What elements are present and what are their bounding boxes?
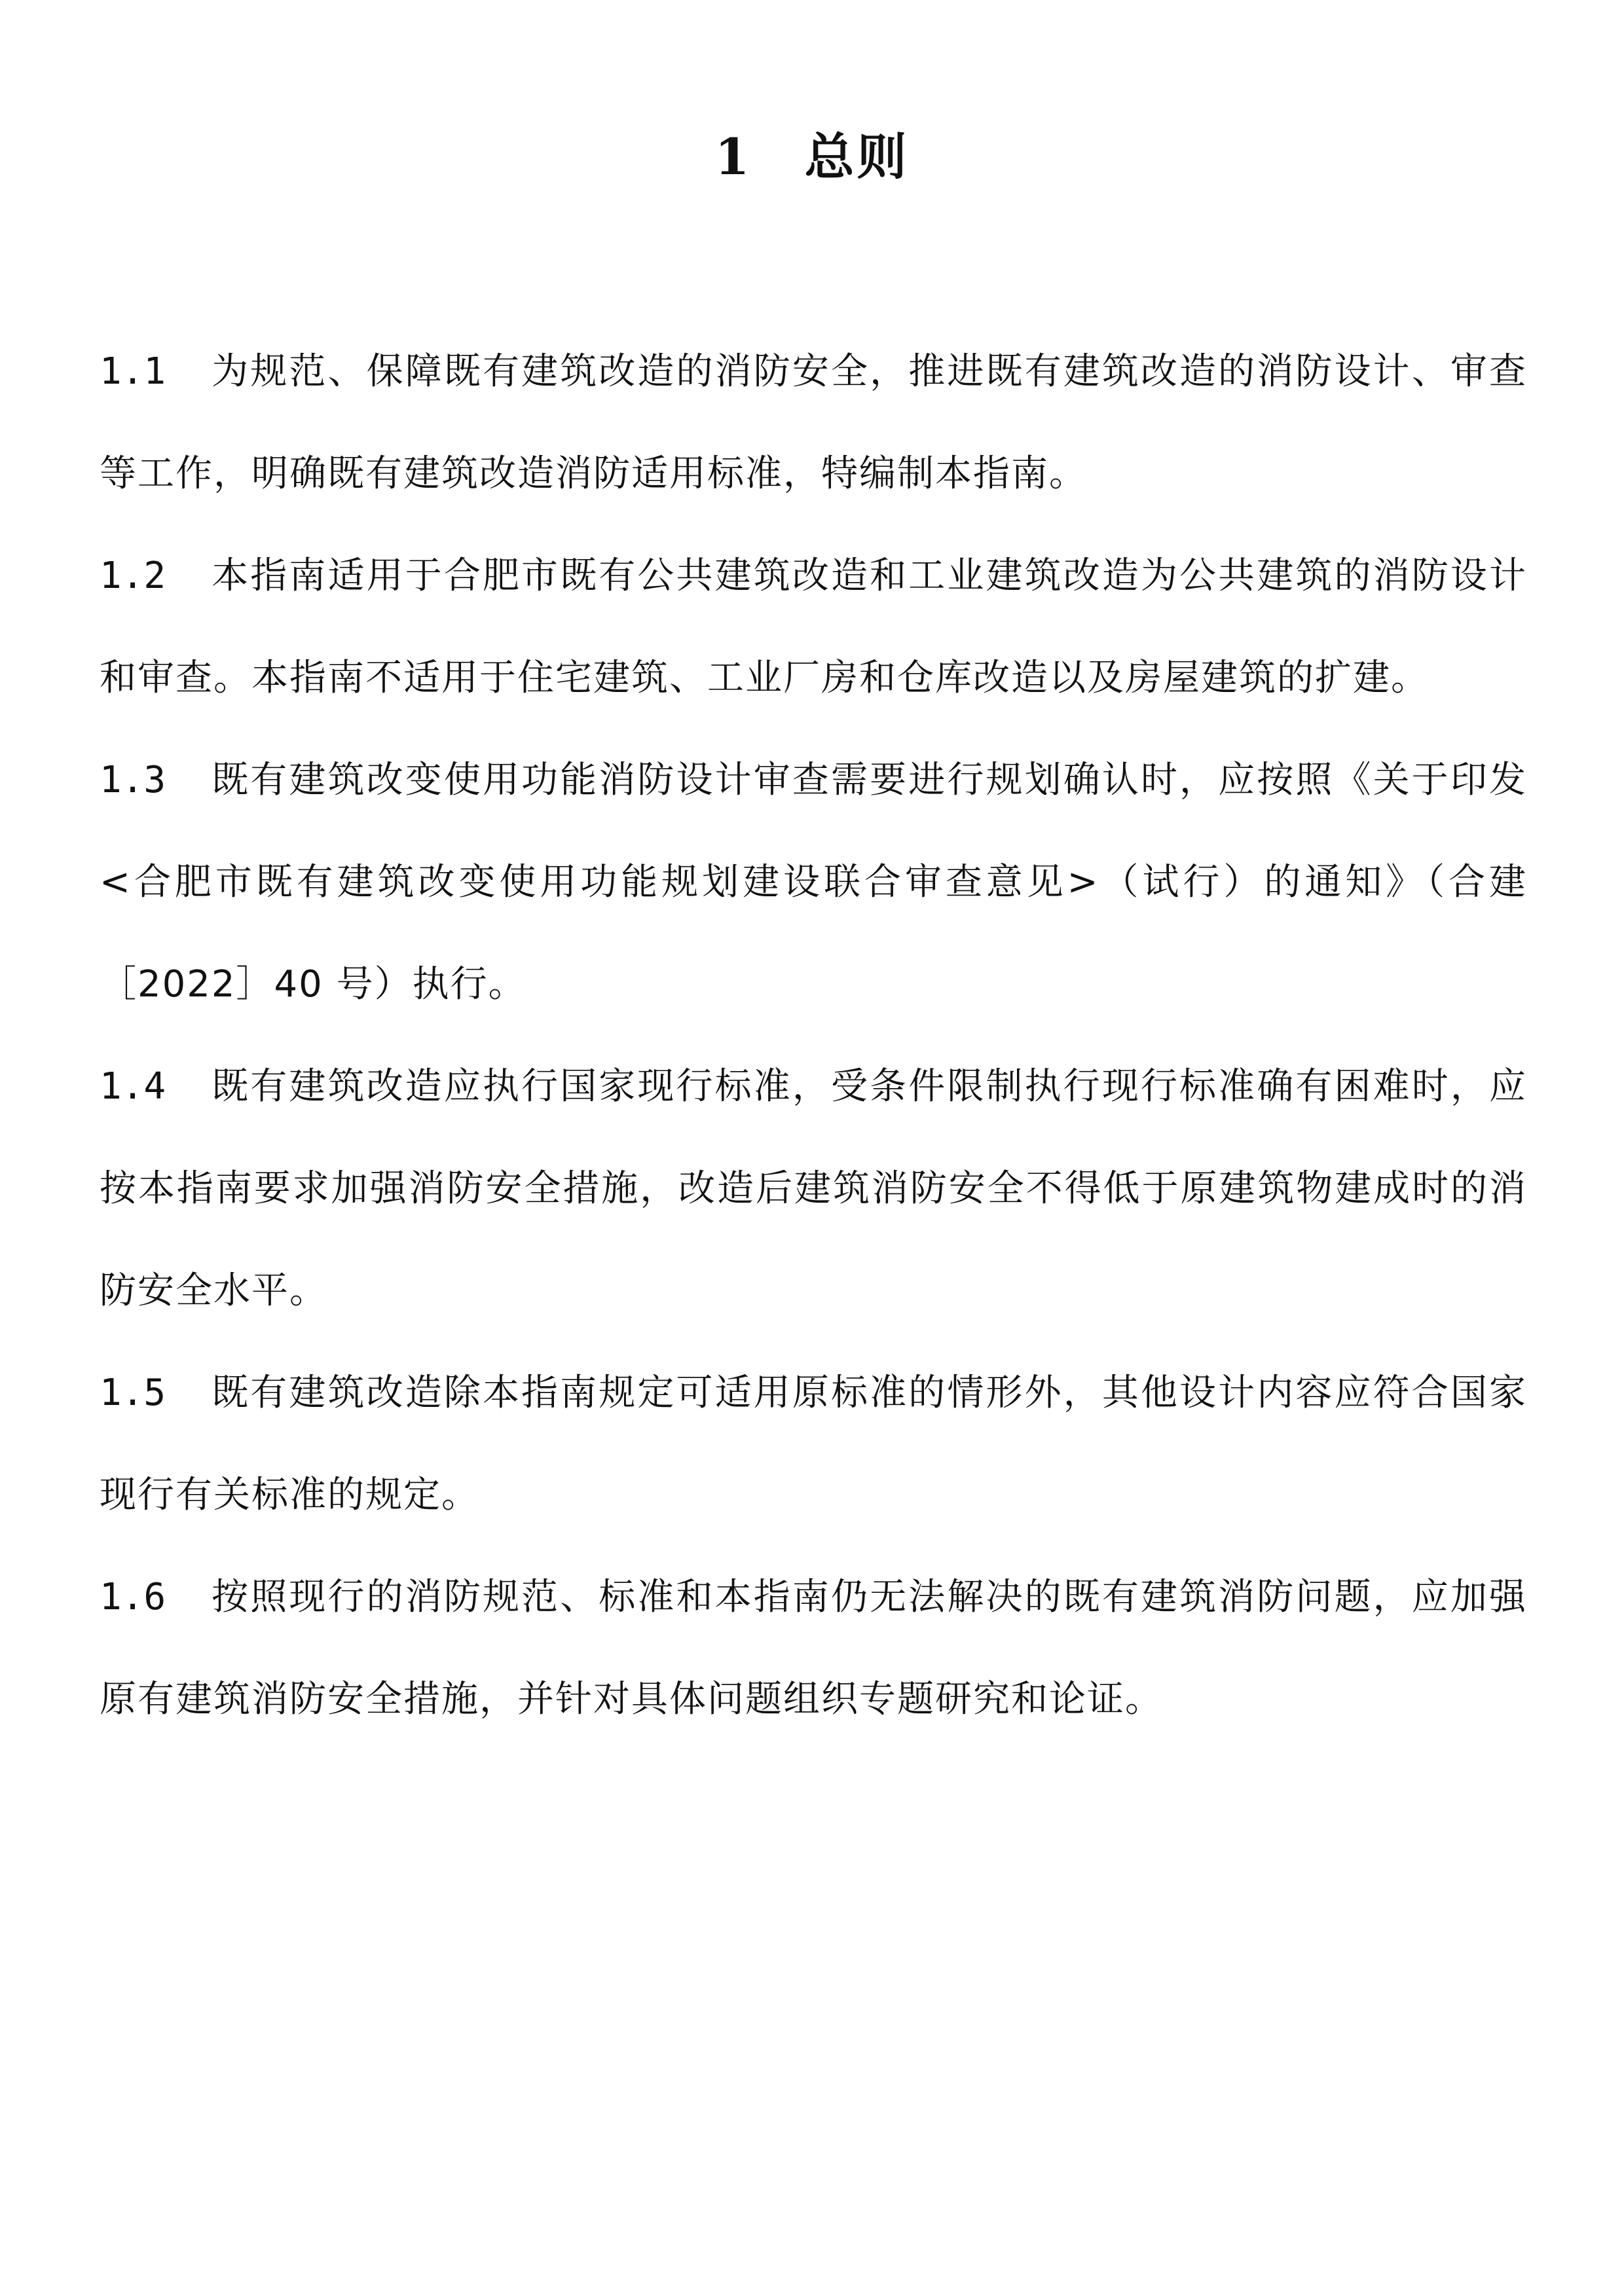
clause-number: 1.5 [100, 1372, 166, 1414]
clause-number: 1.6 [100, 1576, 166, 1618]
clause-text: 按照现行的消防规范、标准和本指南仍无法解决的既有建筑消防问题，应加强原有建筑消防安全措施，并针对具体问题组织专题研究和论证。 [100, 1576, 1527, 1721]
clause-number: 1.4 [100, 1065, 166, 1108]
clause-1-1 [100, 321, 1527, 525]
clause-number: 1.1 [100, 350, 166, 393]
clause-text: 本指南适用于合肥市既有公共建筑改造和工业建筑改造为公共建筑的消防设计和审查。本指南不适用于住宅建筑、工业厂房和仓库改造以及房屋建筑的扩建。 [100, 555, 1527, 699]
clause-1-2 [100, 525, 1527, 729]
clause-text: 既有建筑改造除本指南规定可适用原标准的情形外，其他设计内容应符合国家现行有关标准的规定。 [100, 1372, 1527, 1516]
clause-1-3 [100, 729, 1527, 1036]
chapter-title-text: 总则 [804, 128, 910, 186]
clause-1-5 [100, 1342, 1527, 1546]
clause-text: 既有建筑改变使用功能消防设计审查需要进行规划确认时，应按照《关于印发<合肥市既有建筑改变使用功能规划建设联合审查意见>（试行）的通知》（合建［2022］40 号）执行。 [100, 759, 1527, 1006]
clause-1-4 [100, 1036, 1527, 1342]
clause-list [100, 321, 1527, 1751]
clause-number: 1.2 [100, 555, 166, 597]
chapter-number: 1 [714, 128, 752, 186]
clause-text: 既有建筑改造应执行国家现行标准，受条件限制执行现行标准确有困难时，应按本指南要求加强消防安全措施，改造后建筑消防安全不得低于原建筑物建成时的消防安全水平。 [100, 1065, 1527, 1312]
clause-number: 1.3 [100, 759, 166, 801]
chapter-title [0, 124, 1624, 190]
clause-text: 为规范、保障既有建筑改造的消防安全，推进既有建筑改造的消防设计、审查等工作，明确既有建筑改造消防适用标准，特编制本指南。 [100, 350, 1527, 495]
clause-1-6 [100, 1546, 1527, 1751]
